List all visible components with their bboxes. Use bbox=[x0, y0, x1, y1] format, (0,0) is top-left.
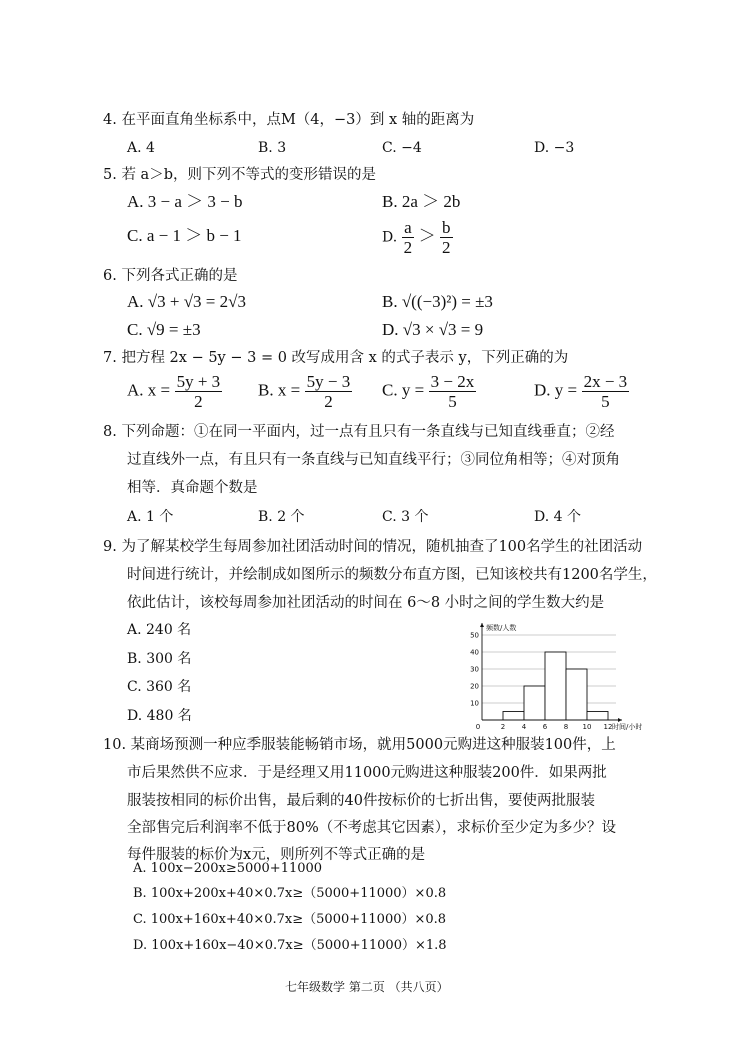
frac-denominator: 2 bbox=[442, 238, 451, 257]
q7-option-b-label: B. x = bbox=[258, 380, 301, 400]
q10-line-3: 服装按相同的标价出售，最后剩的40件按标价的七折出售，要使两批服装 bbox=[127, 793, 595, 809]
frac-numerator: 2x − 3 bbox=[583, 372, 628, 391]
q4-stem: 4. 在平面直角坐标系中，点M（4，−3）到 x 轴的距离为 bbox=[103, 112, 475, 128]
q6-option-c: C. √9 = ±3 bbox=[127, 320, 201, 339]
histogram-bar bbox=[566, 669, 587, 720]
q7-stem: 7. 把方程 2x − 5y − 3 = 0 改写成用含 x 的式子表示 y，下列正确的为 bbox=[103, 350, 569, 366]
q10-option-b: B. 100x+200x+40×0.7x≥（5000+11000）×0.8 bbox=[133, 886, 447, 901]
q10-line-4: 全部售完后利润率不低于80%（不考虑其它因素），求标价至少定为多少？设 bbox=[127, 820, 616, 836]
frac-numerator: 5y + 3 bbox=[176, 372, 221, 391]
y-tick-label: 20 bbox=[470, 682, 479, 691]
q4-option-a: A. 4 bbox=[127, 140, 155, 156]
y-axis-title: 频数/人数 bbox=[486, 624, 517, 632]
q7-option-d-frac bbox=[582, 372, 630, 411]
frac-numerator: 5y − 3 bbox=[306, 372, 351, 391]
q9-option-d: D. 480 名 bbox=[127, 708, 192, 724]
q5-option-d-label: D. bbox=[382, 229, 398, 246]
frac-numerator: 3 − 2x bbox=[430, 372, 475, 391]
q4-option-d: D. −3 bbox=[534, 140, 575, 156]
q5-option-b: B. 2a ＞ 2b bbox=[382, 192, 461, 211]
q7-option-d bbox=[534, 372, 629, 411]
q9-option-a: A. 240 名 bbox=[127, 622, 192, 638]
q10-line-5: 每件服装的标价为x元，则所列不等式正确的是 bbox=[127, 847, 426, 863]
x-tick-label: 6 bbox=[542, 723, 548, 731]
frac-denominator: 2 bbox=[403, 238, 413, 257]
q5-option-d-gt: ＞ bbox=[418, 226, 436, 246]
q7-option-b-frac bbox=[305, 372, 353, 411]
y-tick-label: 50 bbox=[470, 631, 479, 640]
frac-numerator: a bbox=[402, 218, 415, 238]
q9-option-b: B. 300 名 bbox=[127, 651, 192, 667]
x-axis-title: 时间/小时 bbox=[612, 723, 642, 731]
q8-line-1: 8. 下列命题：①在同一平面内，过一点有且只有一条直线与已知直线垂直；②经 bbox=[103, 424, 615, 440]
histogram-bar bbox=[503, 712, 524, 721]
x-tick-label: 8 bbox=[563, 723, 569, 731]
q7-option-c bbox=[382, 372, 476, 411]
x-tick-label: 0 bbox=[475, 723, 481, 731]
q10-option-d: D. 100x+160x−40×0.7x≥（5000+11000）×1.8 bbox=[133, 938, 447, 953]
y-tick-label: 40 bbox=[470, 648, 479, 657]
q6-option-b: B. √((−3)²) = ±3 bbox=[382, 292, 493, 311]
q9-line-2: 时间进行统计，并绘制成如图所示的频数分布直方图，已知该校共有1200名学生， bbox=[127, 567, 657, 583]
frac-numerator: b bbox=[442, 218, 451, 237]
y-axis-arrow bbox=[480, 623, 484, 627]
frac-denominator: 5 bbox=[448, 392, 457, 411]
frequency-histogram bbox=[462, 612, 642, 736]
q8-option-b: B. 2 个 bbox=[258, 509, 305, 525]
q5-option-d-frac1 bbox=[402, 218, 415, 257]
q5-option-d bbox=[382, 218, 453, 257]
q10-option-a: A. 100x−200x≥5000+11000 bbox=[133, 861, 323, 876]
x-axis-arrow bbox=[618, 718, 622, 722]
q7-option-a bbox=[127, 372, 222, 411]
q10-line-2: 市后果然供不应求．于是经理又用11000元购进这种服装200件．如果两批 bbox=[127, 765, 607, 781]
q6-stem: 6. 下列各式正确的是 bbox=[103, 268, 238, 284]
q8-line-2: 过直线外一点，有且只有一条直线与已知直线平行；③同位角相等；④对顶角 bbox=[127, 452, 620, 468]
frac-denominator: 5 bbox=[601, 392, 610, 411]
q9-line-3: 依此估计，该校每周参加社团活动的时间在 6～8 小时之间的学生数大约是 bbox=[127, 595, 605, 611]
q8-option-a: A. 1 个 bbox=[127, 509, 174, 525]
q8-option-d: D. 4 个 bbox=[534, 509, 581, 525]
frac-denominator: 2 bbox=[324, 392, 333, 411]
q5-option-d-frac2 bbox=[440, 218, 453, 257]
frac-denominator: 2 bbox=[194, 392, 203, 411]
q9-line-1: 9. 为了解某校学生每周参加社团活动时间的情况，随机抽查了100名学生的社团活动 bbox=[103, 539, 643, 555]
q7-option-a-frac bbox=[175, 372, 223, 411]
q7-option-c-label: C. y = bbox=[382, 380, 425, 400]
histogram-bar bbox=[587, 712, 608, 721]
x-tick-label: 2 bbox=[500, 723, 506, 731]
q5-stem: 5. 若 a＞b，则下列不等式的变形错误的是 bbox=[103, 167, 376, 183]
x-tick-label: 12 bbox=[603, 723, 613, 731]
q7-option-d-label: D. y = bbox=[534, 380, 578, 400]
q7-option-a-label: A. x = bbox=[127, 380, 171, 400]
histogram-bar bbox=[545, 652, 566, 720]
x-tick-label: 10 bbox=[582, 723, 592, 731]
q4-option-c: C. −4 bbox=[382, 140, 422, 156]
q4-option-b: B. 3 bbox=[258, 140, 287, 156]
q6-option-d: D. √3 × √3 = 9 bbox=[382, 320, 484, 339]
q6-option-a: A. √3 + √3 = 2√3 bbox=[127, 292, 246, 311]
q9-option-c: C. 360 名 bbox=[127, 679, 192, 695]
x-tick-label: 4 bbox=[521, 723, 527, 731]
y-tick-label: 10 bbox=[470, 699, 479, 708]
q10-line-1: 10. 某商场预测一种应季服装能畅销市场，就用5000元购进这种服装100件，上 bbox=[103, 737, 616, 753]
histogram-bar bbox=[524, 686, 545, 720]
q8-line-3: 相等．真命题个数是 bbox=[127, 480, 258, 496]
q8-option-c: C. 3 个 bbox=[382, 509, 429, 525]
q7-option-b bbox=[258, 372, 352, 411]
q5-option-c: C. a − 1 ＞ b − 1 bbox=[127, 226, 242, 245]
page-footer: 七年级数学 第二页 （共八页） bbox=[285, 980, 449, 994]
y-tick-label: 30 bbox=[470, 665, 479, 674]
q10-option-c: C. 100x+160x+40×0.7x≥（5000+11000）×0.8 bbox=[133, 912, 447, 927]
q5-option-a: A. 3 − a ＞ 3 − b bbox=[127, 192, 243, 211]
q7-option-c-frac bbox=[429, 372, 477, 411]
